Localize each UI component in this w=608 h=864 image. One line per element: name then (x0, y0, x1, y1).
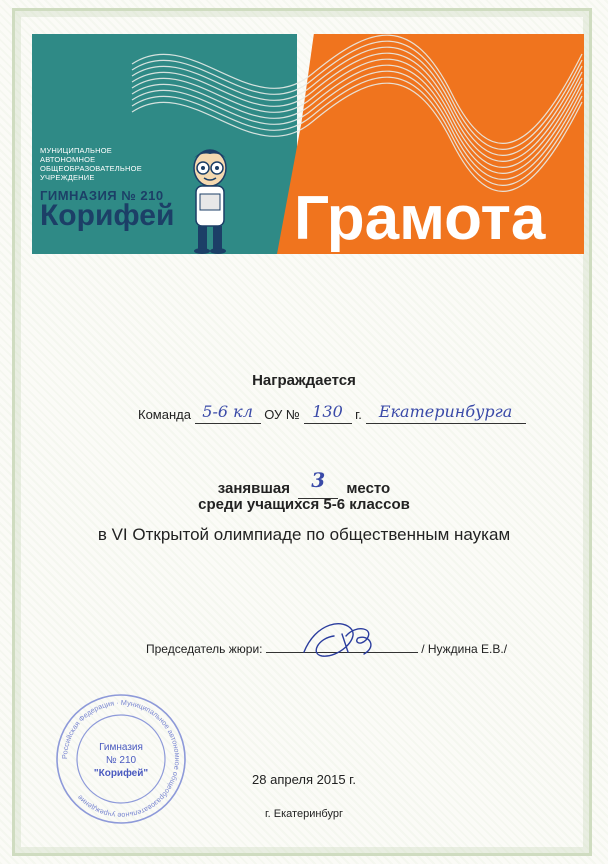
school-type-line: АВТОНОМНОЕ (40, 155, 96, 164)
certificate-header (32, 34, 584, 254)
team-field (195, 404, 261, 424)
team-label: Команда (138, 407, 191, 422)
school-name: ГИМНАЗИЯ № 210 (40, 188, 164, 203)
team-value: 5-6 кл (202, 402, 253, 421)
stamp-line: Гимназия (99, 742, 143, 753)
place-value: 3 (311, 468, 326, 492)
jury-name: / Нуждина Е.В./ (421, 642, 508, 656)
among-students-text: среди учащихся 5-6 классов (198, 496, 410, 513)
school-type-line: ОБЩЕОБРАЗОВАТЕЛЬНОЕ (40, 164, 142, 173)
issue-date: 28 апреля 2015 г. (252, 772, 356, 787)
school-type-line: МУНИЦИПАЛЬНОЕ (40, 146, 113, 155)
school-number-label: ОУ № (264, 407, 300, 422)
city-label: г. (355, 407, 362, 422)
issue-city: г. Екатеринбург (265, 808, 343, 820)
olympiad-text: в VI Открытой олимпиаде по общественным наукам (97, 525, 511, 544)
awarded-label: Награждается (252, 372, 356, 389)
place-prefix: занявшая (217, 480, 290, 497)
school-number-value: 130 (312, 402, 343, 421)
jury-label: Председатель жюри: (146, 642, 263, 656)
stamp-line: "Корифей" (93, 768, 149, 779)
place-suffix: место (346, 480, 391, 497)
school-type-line: УЧРЕЖДЕНИЕ (40, 173, 95, 182)
school-number-field (304, 404, 352, 424)
mascot-icon (170, 146, 250, 254)
stamp-ring-text: Российская Федерация · Муниципальное автономное общеобразовательное учреждение (59, 697, 183, 821)
signature-icon (298, 612, 382, 668)
city-field (366, 404, 526, 424)
stamp-line: № 210 (105, 755, 137, 766)
school-brand: Корифей (40, 199, 175, 232)
city-value: Екатеринбурга (378, 402, 513, 421)
certificate-title: Грамота (294, 184, 546, 253)
team-line (138, 404, 578, 424)
